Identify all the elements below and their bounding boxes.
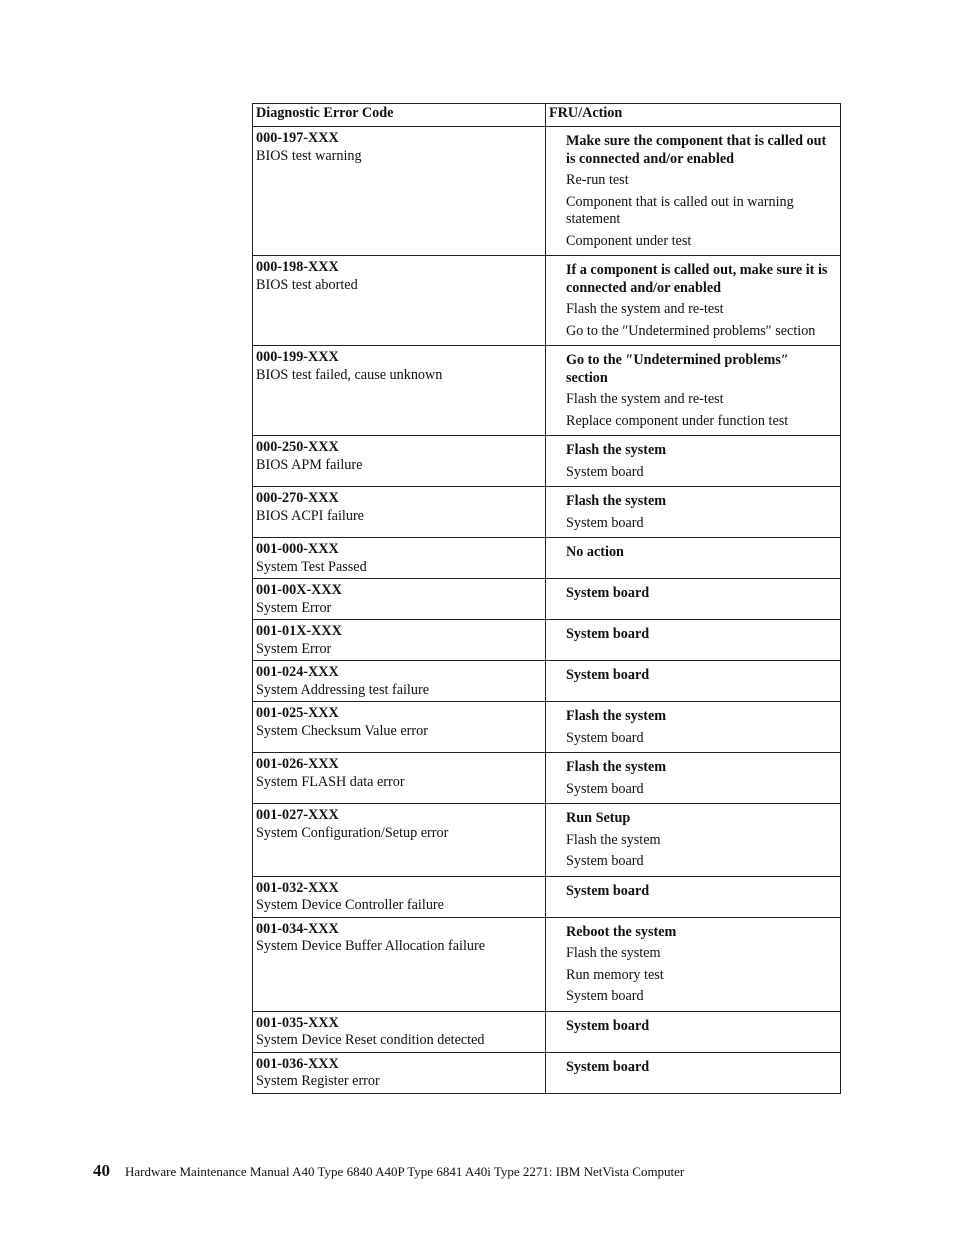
fru-action-cell [546, 753, 841, 804]
error-code: 000-197-XXX [256, 130, 339, 146]
table-row [253, 917, 841, 1011]
error-code: 001-024-XXX [256, 664, 339, 680]
fru-action-cell [546, 876, 841, 917]
error-code: 000-250-XXX [256, 439, 339, 455]
fru-action-item: No action [566, 544, 624, 560]
fru-action-item: Make sure the component that is called out is connected and/or enabled [566, 133, 827, 167]
fru-action-item: Re-run test [566, 172, 629, 188]
table-row [253, 753, 841, 804]
error-description: System Configuration/Setup error [256, 824, 449, 841]
error-description: System Device Buffer Allocation failure [256, 938, 486, 954]
fru-action-item: System board [566, 780, 644, 797]
error-description: System Checksum Value error [256, 722, 428, 739]
error-code-cell [253, 1052, 546, 1093]
fru-action-cell [546, 1052, 841, 1093]
error-code-cell [253, 127, 546, 256]
error-code-cell [253, 876, 546, 917]
fru-action-item: Flash the system [566, 759, 667, 775]
table-row [253, 702, 841, 753]
error-code: 001-01X-XXX [256, 623, 342, 639]
column-header-error-code: Diagnostic Error Code [253, 104, 546, 127]
fru-action-item: System board [566, 463, 644, 480]
error-code: 001-025-XXX [256, 705, 339, 721]
error-code-cell [253, 346, 546, 436]
fru-action-cell [546, 702, 841, 753]
error-code-cell [253, 702, 546, 753]
fru-action-cell [546, 436, 841, 487]
error-description: System Addressing test failure [256, 681, 429, 698]
error-description: BIOS test warning [256, 147, 362, 164]
fru-action-cell [546, 917, 841, 1011]
fru-action-item: Go to the ″Undetermined problems″ section [566, 352, 789, 386]
table-header-row [253, 104, 841, 127]
fru-action-item: System board [566, 988, 644, 1004]
fru-action-item: If a component is called out, make sure it is connected and/or enabled [566, 262, 828, 296]
fru-action-cell [546, 579, 841, 620]
fru-action-item: Run memory test [566, 966, 664, 983]
table-row [253, 436, 841, 487]
table-row [253, 804, 841, 877]
table-row [253, 620, 841, 661]
error-code: 001-027-XXX [256, 807, 339, 823]
footer-title: Hardware Maintenance Manual A40 Type 6840 A40P Type 6841 A40i Type 2271: IBM NetVista Computer [125, 1164, 685, 1179]
fru-action-item: Flash the system [566, 708, 667, 724]
table-row [253, 346, 841, 436]
error-code-cell [253, 436, 546, 487]
error-description: System Error [256, 640, 332, 657]
error-code: 000-270-XXX [256, 490, 339, 506]
fru-action-item: Flash the system [566, 493, 667, 509]
error-description: BIOS test aborted [256, 276, 358, 293]
fru-action-item: System board [566, 853, 644, 869]
fru-action-item: Flash the system [566, 945, 661, 961]
fru-action-cell [546, 127, 841, 256]
error-code: 001-026-XXX [256, 756, 339, 772]
error-description: System Device Reset condition detected [256, 1032, 485, 1048]
fru-action-item: System board [566, 882, 650, 899]
error-description: System Device Controller failure [256, 897, 444, 913]
error-code-cell [253, 804, 546, 877]
error-code: 001-035-XXX [256, 1014, 339, 1031]
error-description: BIOS ACPI failure [256, 507, 364, 524]
error-code: 001-000-XXX [256, 541, 339, 557]
table-body [253, 127, 841, 1094]
fru-action-item: Flash the system and re-test [566, 301, 724, 317]
table-row [253, 1011, 841, 1052]
table-row [253, 487, 841, 538]
error-description: BIOS APM failure [256, 456, 363, 473]
fru-action-item: System board [566, 626, 650, 642]
error-description: System FLASH data error [256, 773, 405, 790]
error-description: System Register error [256, 1073, 380, 1089]
error-code: 001-034-XXX [256, 920, 339, 937]
fru-action-item: Component that is called out in warning statement [566, 193, 794, 227]
page-footer [93, 1161, 684, 1181]
error-code-cell [253, 579, 546, 620]
table-row [253, 256, 841, 346]
error-code-cell [253, 917, 546, 1011]
fru-action-cell [546, 346, 841, 436]
fru-action-cell [546, 487, 841, 538]
error-description: System Test Passed [256, 558, 367, 575]
page-number: 40 [93, 1161, 110, 1180]
fru-action-cell [546, 538, 841, 579]
error-code-cell [253, 620, 546, 661]
error-description: BIOS test failed, cause unknown [256, 366, 443, 383]
fru-action-cell [546, 661, 841, 702]
error-code: 000-199-XXX [256, 349, 339, 365]
table-row [253, 538, 841, 579]
fru-action-item: Flash the system and re-test [566, 391, 724, 407]
error-code-cell [253, 661, 546, 702]
table-row [253, 876, 841, 917]
fru-action-cell [546, 620, 841, 661]
error-code: 001-036-XXX [256, 1055, 339, 1072]
table-row [253, 661, 841, 702]
fru-action-item: System board [566, 1058, 650, 1075]
fru-action-item: Run Setup [566, 810, 631, 826]
error-code-cell [253, 256, 546, 346]
fru-action-item: System board [566, 667, 650, 683]
error-code: 001-032-XXX [256, 879, 339, 896]
fru-action-item: System board [566, 585, 650, 601]
table-row [253, 1052, 841, 1093]
fru-action-cell [546, 804, 841, 877]
fru-action-item: Component under test [566, 232, 692, 249]
fru-action-cell [546, 256, 841, 346]
error-code-cell [253, 1011, 546, 1052]
fru-action-item: System board [566, 729, 644, 746]
fru-action-item: System board [566, 1017, 650, 1034]
fru-action-cell [546, 1011, 841, 1052]
column-header-fru-action: FRU/Action [546, 104, 841, 127]
error-code-table [252, 103, 841, 1094]
fru-action-item: Reboot the system [566, 923, 677, 940]
error-code: 000-198-XXX [256, 259, 339, 275]
table-row [253, 127, 841, 256]
error-code: 001-00X-XXX [256, 582, 342, 598]
error-description: System Error [256, 599, 332, 616]
error-code-cell [253, 753, 546, 804]
fru-action-item: Go to the ″Undetermined problems″ section [566, 322, 816, 339]
error-code-cell [253, 538, 546, 579]
error-code-cell [253, 487, 546, 538]
fru-action-item: Replace component under function test [566, 412, 789, 429]
fru-action-item: Flash the system [566, 831, 661, 848]
fru-action-item: Flash the system [566, 442, 667, 458]
table-row [253, 579, 841, 620]
fru-action-item: System board [566, 514, 644, 531]
